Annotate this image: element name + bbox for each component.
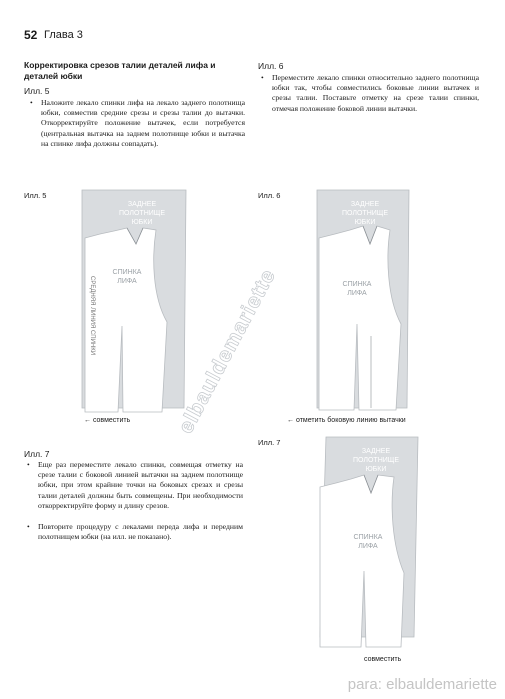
section-heading: Корректировка срезов талии деталей лифа и деталей юбки	[24, 60, 216, 81]
ill7-text-2-body: Повторите процедуру с лекалами переда лифа и передним полотнищем юбки (на илл. не показано).	[38, 522, 243, 542]
bullet-dot: •	[30, 98, 33, 107]
diagonal-watermark-text: elbauldemariette	[174, 265, 281, 438]
fig7-label: Илл. 7	[258, 438, 281, 447]
ill5-label: Илл. 5	[24, 86, 50, 96]
arrow-icon: ←	[84, 417, 91, 424]
fig5-skirt-text-1: ЗАДНЕЕ	[127, 201, 157, 208]
arrow-icon: ←	[287, 417, 294, 424]
ill5-text	[30, 98, 245, 149]
fig7-caption	[364, 656, 401, 663]
fig6-skirt-text-2: ПОЛОТНИЩЕ	[341, 210, 389, 217]
ill7-text-1-body: Еще раз переместите лекало спинки, совмещая отметку на срезе талии с боковой линией вытачки на заднем полотнище юбки, при этом крайние точки на боковых срезах и срезы талии деталей должны быть совмещены. При необходимости откорректируйте форму и длину срезов.	[38, 460, 243, 510]
fig6-caption-text: отметить боковую линию вытачки	[295, 417, 406, 424]
fig7-bodice-text-2: ЛИФА	[358, 543, 378, 550]
ill6-text	[261, 73, 479, 114]
fig6-bodice-text-1: СПИНКА	[342, 281, 372, 288]
fig7-skirt-text-3: ЮБКИ	[365, 466, 387, 473]
ill7-label: Илл. 7	[24, 449, 50, 459]
fig5-caption	[84, 417, 130, 424]
ill7-text-1	[27, 460, 243, 511]
fig6-bodice-text-2: ЛИФА	[347, 290, 367, 297]
fig7-illustration	[306, 433, 436, 673]
diagonal-watermark	[160, 190, 380, 450]
fig6-skirt-text-3: ЮБКИ	[354, 219, 376, 226]
chapter-title: Глава 3	[44, 29, 83, 41]
ill7-text-2	[27, 522, 243, 542]
fig5-bodice-text-2: ЛИФА	[117, 278, 137, 285]
page-number: 52	[24, 28, 38, 42]
ill5-text-body: Наложите лекало спинки лифа на лекало заднего полотнища юбки, совместив средние срезы и срезы талии до вытачки. Откорректируйте положение вытачек, если потребуется (центральная вытачка на заднем полотнище юбки и вытачка на спинке лифа должны совпадать).	[41, 98, 245, 148]
fig7-caption-text: совместить	[364, 656, 402, 663]
fig7-skirt-text-2: ПОЛОТНИЩЕ	[352, 457, 400, 464]
ill6-label: Илл. 6	[258, 61, 284, 71]
footer-watermark: para: elbauldemariette	[347, 676, 497, 693]
fig5-caption-text: совместить	[92, 417, 131, 424]
fig7-bodice-piece	[320, 475, 404, 647]
bullet-dot: •	[27, 522, 30, 531]
fig5-skirt-text-3: ЮБКИ	[131, 219, 153, 226]
fig5-skirt-text-2: ПОЛОТНИЩЕ	[118, 210, 166, 217]
fig5-side-text: СРЕДНЯЯ ЛИНИЯ СПИНКИ	[89, 276, 95, 356]
fig6-label: Илл. 6	[258, 191, 281, 200]
fig5-bodice-text-1: СПИНКА	[112, 269, 142, 276]
fig7-skirt-text-1: ЗАДНЕЕ	[361, 448, 391, 455]
fig6-skirt-text-1: ЗАДНЕЕ	[350, 201, 380, 208]
fig7-bodice-text-1: СПИНКА	[353, 534, 383, 541]
ill6-text-body: Переместите лекало спинки относительно заднего полотнища юбки так, чтобы совместились боковые линии вытачек и срезы талии. Поставьте отметку на срезе талии спинки, отмечая положение боковой линии вытачки.	[272, 73, 479, 113]
bullet-dot: •	[27, 460, 30, 469]
fig5-label: Илл. 5	[24, 191, 47, 200]
bullet-dot: •	[261, 73, 264, 82]
